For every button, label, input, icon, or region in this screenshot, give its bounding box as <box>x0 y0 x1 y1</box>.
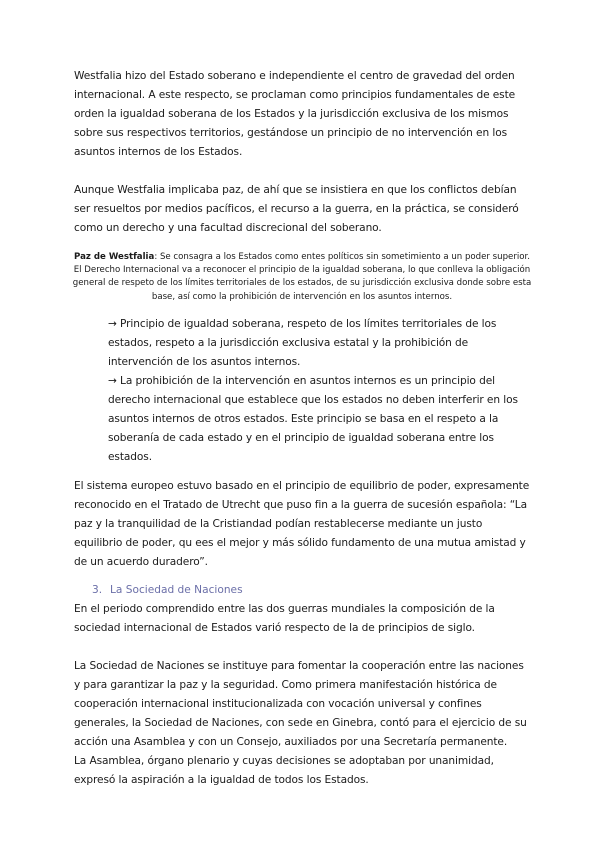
paragraph-westfalia-center: Westfalia hizo del Estado soberano e independiente el centro de gravedad del orden internacional. A este respecto, se proclaman como principios fundamentales de este orden la igualdad soberana de los Estados y la jurisdicción exclusiva de los mismos sobre sus respectivos territorios, gestándose un principio de no intervención en los asuntos internos de los Estados. <box>74 70 516 158</box>
document-page <box>74 67 530 790</box>
section-heading <box>74 581 530 600</box>
arrow-point-non-intervention: → La prohibición de la intervención en asuntos internos es un principio del derecho internacional que establece que los estados no deben interferir en los asuntos internos de otros estados. Este principio se basa en el respeto a la soberanía de cada estado y en el principio de igualdad soberana entre los estados. <box>108 374 518 463</box>
paragraph-assembly: La Asamblea, órgano plenario y cuyas decisiones se adoptaban por unanimidad, expresó la aspiración a la igualdad de todos los Estados. <box>74 754 494 786</box>
arrow-point-sovereign-equality: → Principio de igualdad soberana, respeto de los límites territoriales de los estados, respeto a la jurisdicción exclusiva estatal y la prohibición de intervención de los asuntos internos. <box>108 317 497 368</box>
westfalia-note <box>70 251 534 304</box>
paragraph-westfalia-peace: Aunque Westfalia implicaba paz, de ahí que se insistiera en que los conflictos debían ser resueltos por medios pacíficos, el recurso a la guerra, en la práctica, se consideró como un derecho y una facultad discrecional del soberano. <box>74 184 519 234</box>
note-text: : Se consagra a los Estados como entes políticos sin sometimiento a un poder superior. El Derecho Internacional va a reconocer el principio de la igualdad soberana, lo que conlleva la obligación general de respeto de los límites territoriales de los estados, de su jurisdicción exclusiva donde sobre esta base, así como la prohibición de intervención en los asuntos internos. <box>72 252 532 302</box>
paragraph-interwar: En el periodo comprendido entre las dos guerras mundiales la composición de la sociedad internacional de Estados varió respecto de la de principios de siglo. <box>74 602 495 634</box>
arrow-points <box>108 315 530 467</box>
section-number: 3. <box>92 583 103 596</box>
paragraph-balance-of-power: El sistema europeo estuvo basado en el principio de equilibrio de poder, expresamente reconocido en el Tratado de Utrecht que puso fin a la guerra de sucesión española: “La paz y la tranquilidad de la Cristiandad podían restablecerse mediante un justo equilibrio de poder, qu ees el mejor y más sólido fundamento de una mutua amistad y de un acuerdo duradero”. <box>74 479 530 568</box>
paragraph-league-of-nations: La Sociedad de Naciones se instituye para fomentar la cooperación entre las naciones y para garantizar la paz y la seguridad. Como primera manifestación histórica de cooperación internacional institucionalizada con vocación universal y confines generales, la Sociedad de Naciones, con sede en Ginebra, contó para el ejercicio de su acción una Asamblea y con un Consejo, auxiliados por una Secretaría permanente. <box>74 659 527 748</box>
note-title: Paz de Westfalia <box>74 252 155 262</box>
section-title: La Sociedad de Naciones <box>110 583 243 596</box>
